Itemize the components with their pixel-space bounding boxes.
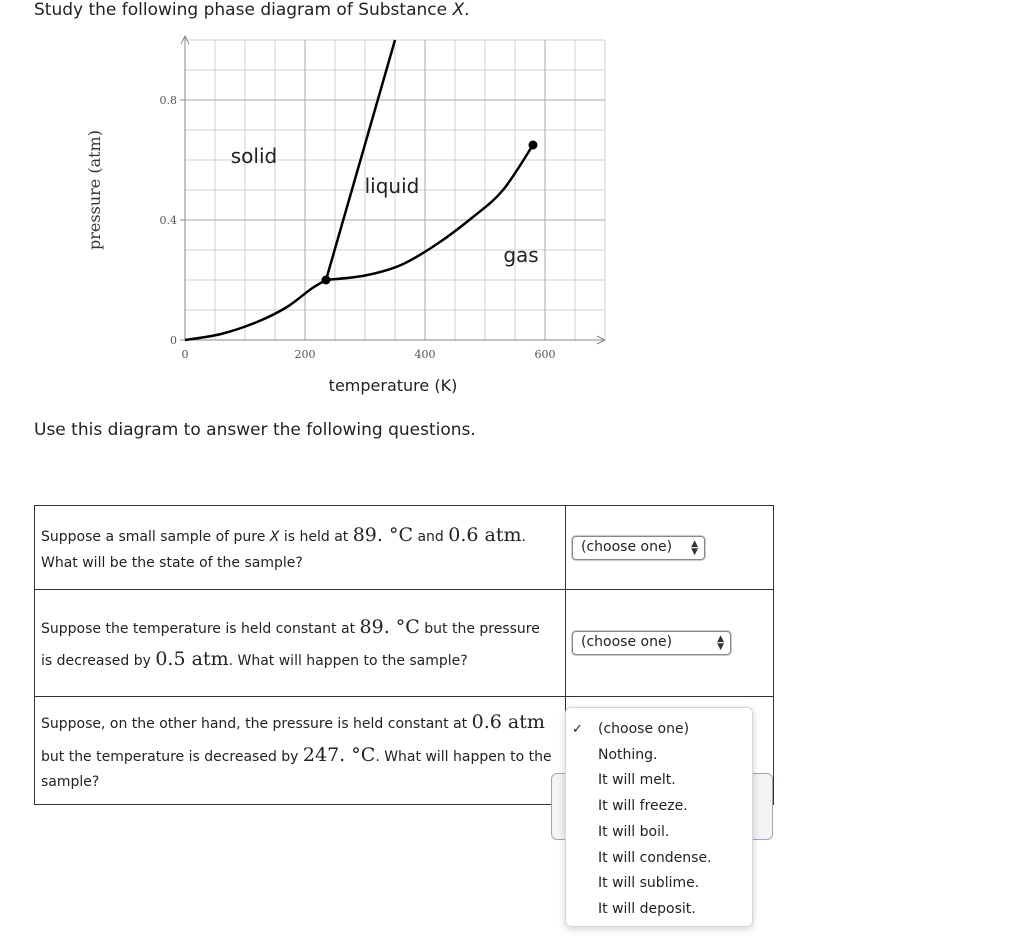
x-tick-label: 600 [534, 348, 556, 361]
dropdown-option[interactable]: It will sublime. [598, 875, 700, 891]
y-tick-label: 0.8 [159, 94, 177, 107]
x-axis-title: temperature (K) [328, 376, 458, 395]
q1-text-a: Suppose a small sample of pure [41, 529, 270, 546]
dropdown-option[interactable]: It will melt. [598, 772, 676, 788]
y-tick-label: 0 [170, 334, 177, 347]
q2-text-b: but the pressure [419, 620, 540, 637]
q1-pressure: 0.6 atm [448, 524, 522, 547]
question-row [35, 506, 774, 590]
q2-text-a: Suppose the temperature is held constant at [41, 620, 360, 637]
region-label: solid [230, 144, 278, 168]
q2-text-d: . What will happen to the sample? [228, 653, 468, 669]
answer-1 [566, 506, 774, 590]
q1-text-c: and [413, 529, 449, 546]
question-1 [35, 506, 566, 590]
dropdown-option[interactable]: It will freeze. [598, 798, 688, 814]
dropdown-option[interactable]: It will deposit. [598, 901, 696, 917]
answer-2-value: (choose one) [581, 634, 673, 651]
y-axis-title: pressure (atm) [85, 130, 104, 250]
phase-point [529, 141, 538, 150]
answer-1-value: (choose one) [581, 538, 673, 555]
q3-temp: 247. °C [302, 743, 376, 766]
dropdown-option[interactable]: Nothing. [598, 747, 658, 763]
answer-2-select[interactable] [572, 631, 731, 655]
q2-temp: 89. °C [359, 615, 420, 638]
x-tick-label: 200 [294, 348, 316, 361]
q1-temp: 89. °C [352, 524, 414, 547]
intro-suffix: . [464, 0, 470, 20]
question-3 [35, 697, 566, 805]
chart-region-labels [231, 144, 539, 267]
phase-point [322, 276, 331, 285]
q1-var: X [269, 529, 280, 546]
answer-3-dropdown[interactable] [565, 707, 753, 927]
intro-prefix: Study the following phase diagram of Substance [34, 0, 453, 20]
region-label: gas [503, 243, 539, 267]
question-row [35, 590, 774, 697]
check-icon: ✓ [572, 722, 583, 737]
q3-text-b: but the temperature is decreased by [41, 748, 303, 765]
q1-line2: What will be the state of the sample? [41, 554, 303, 571]
q1-text-b: is held at [279, 529, 353, 546]
q2-text-c: is decreased by [41, 653, 156, 669]
dropdown-option[interactable]: It will condense. [598, 850, 712, 866]
dropdown-option[interactable]: (choose one) [598, 721, 690, 737]
chart-ticks [160, 94, 556, 361]
substance-var: X [452, 0, 465, 20]
select-arrows-icon: ▲ ▼ [717, 634, 724, 652]
select-arrows-icon: ▲ ▼ [691, 538, 698, 557]
answer-1-select[interactable] [572, 536, 705, 560]
q3-pressure: 0.6 atm [471, 711, 545, 734]
q3-text-d: sample? [41, 773, 100, 790]
x-tick-label: 0 [181, 348, 189, 361]
q1-text-d: . [521, 529, 526, 546]
q3-text-c: . What will happen to the [375, 748, 552, 765]
q2-pressure: 0.5 atm [155, 648, 229, 670]
question-2 [35, 590, 566, 697]
q3-text-a: Suppose, on the other hand, the pressure is held constant at [41, 716, 472, 733]
instructions: Use this diagram to answer the following questions. [34, 420, 476, 440]
answer-2 [566, 590, 774, 697]
dropdown-option[interactable]: It will boil. [598, 824, 670, 840]
phase-diagram [0, 0, 1024, 420]
y-tick-label: 0.4 [159, 214, 177, 227]
region-label: liquid [364, 174, 420, 198]
x-tick-label: 400 [414, 348, 436, 361]
phase-boundary-curve [326, 145, 533, 280]
